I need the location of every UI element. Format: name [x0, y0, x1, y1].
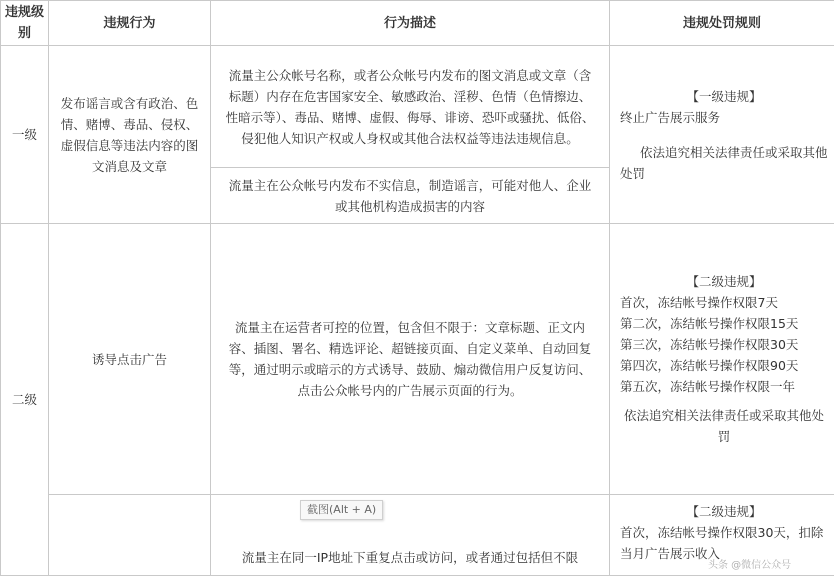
penalty-title: 【一级违规】	[620, 86, 828, 107]
penalty-line: 终止广告展示服务	[620, 107, 828, 128]
behavior-cell: 诱导点击广告	[49, 224, 211, 495]
penalty-title: 【二级违规】	[620, 501, 828, 522]
header-behavior: 违规行为	[49, 1, 211, 46]
header-level: 违规级别	[1, 1, 49, 46]
penalty-footer: 依法追究相关法律责任或采取其他处罚	[620, 405, 828, 447]
watermark: 头条 @微信公众号	[708, 556, 791, 571]
description-cell: 流量主在同一IP地址下重复点击或访问，或者通过包括但不限	[211, 495, 610, 576]
header-penalty: 违规处罚规则	[610, 1, 834, 46]
header-description: 行为描述	[211, 1, 610, 46]
penalty-cell	[610, 46, 834, 224]
penalty-line: 首次，冻结帐号操作权限30天，扣除当月广告展示收入	[620, 522, 828, 564]
level-cell: 一级	[1, 46, 49, 224]
penalty-cell	[610, 224, 834, 495]
level-cell: 二级	[1, 224, 49, 576]
penalty-title: 【二级违规】	[620, 271, 828, 292]
penalty-item: 第二次，冻结帐号操作权限15天	[620, 313, 828, 334]
screenshot-tooltip: 截图(Alt + A)	[300, 500, 383, 520]
penalty-item: 第五次，冻结帐号操作权限一年	[620, 376, 828, 397]
behavior-cell	[49, 495, 211, 576]
description-cell: 流量主公众帐号名称，或者公众帐号内发布的图文消息或文章（含标题）内存在危害国家安全、敏感政治、淫秽、色情（色情擦边、性暗示等）、毒品、赌博、虚假、侮辱、诽谤、恐吓或骚扰、低俗、侵犯他人知识产权或人身权或其他合法权益等违法违规信息。	[211, 46, 610, 168]
penalty-line: 依法追究相关法律责任或采取其他处罚	[620, 142, 828, 184]
behavior-cell: 发布谣言或含有政治、色情、赌博、毒品、侵权、虚假信息等违法内容的图文消息及文章	[49, 46, 211, 224]
description-cell: 流量主在公众帐号内发布不实信息，制造谣言，可能对他人、企业或其他机构造成损害的内容	[211, 168, 610, 224]
penalty-item: 第四次，冻结帐号操作权限90天	[620, 355, 828, 376]
table-header-row	[1, 1, 834, 46]
penalty-item: 首次，冻结帐号操作权限7天	[620, 292, 828, 313]
table-row	[1, 46, 834, 168]
table-row	[1, 224, 834, 495]
penalty-item: 第三次，冻结帐号操作权限30天	[620, 334, 828, 355]
description-cell: 流量主在运营者可控的位置，包含但不限于：文章标题、正文内容、插图、署名、精选评论、超链接页面、自定义菜单、自动回复等，通过明示或暗示的方式诱导、鼓励、煽动微信用户反复访问、点击公众帐号内的广告展示页面的行为。	[211, 224, 610, 495]
